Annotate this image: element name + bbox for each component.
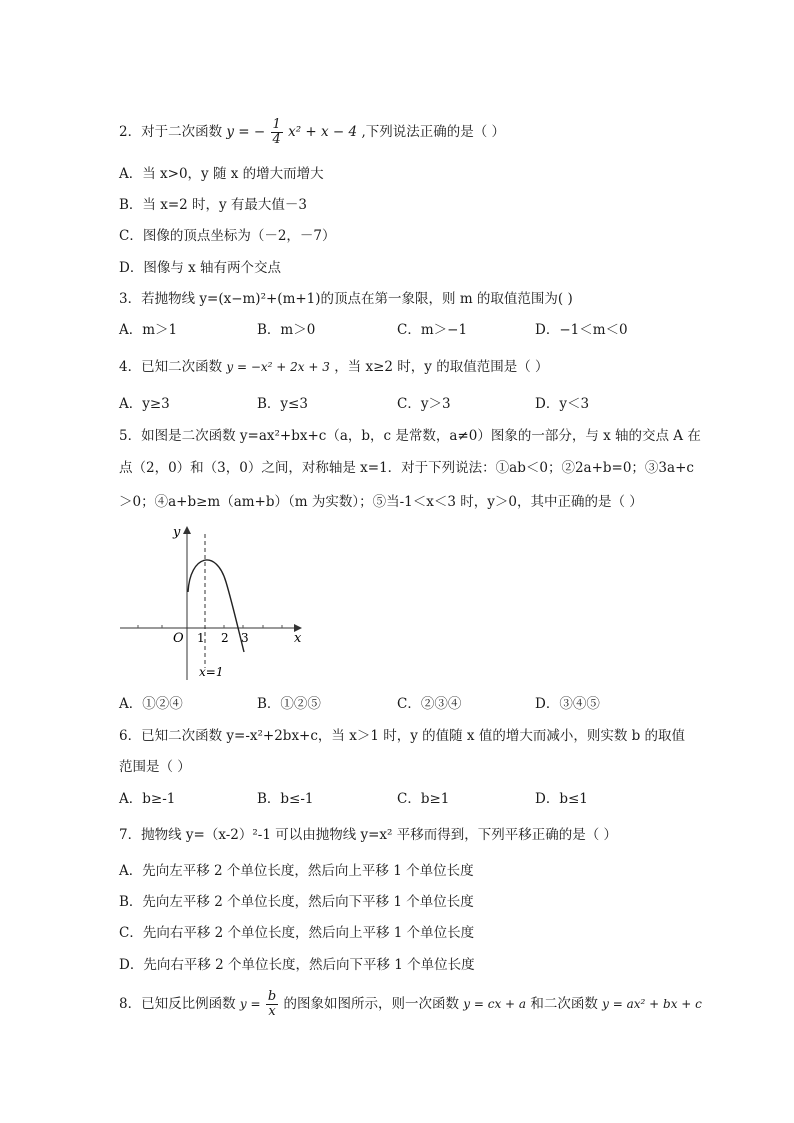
q8-prefix: 8．已知反比例函数 [119,996,236,1012]
q2-stem [119,118,505,147]
q5-parabola-graph [118,520,308,685]
q3-stem: 3．若抛物线 y=(x−m)²+(m+1)的顶点在第一象限，则 m 的取值范围为( ) [119,291,573,307]
q6-line1: 6．已知二次函数 y=-x²+2bx+c，当 x＞1 时，y 的值随 x 值的增大而减小，则实数 b 的取值 [119,728,686,744]
q2-frac-num: 1 [272,117,281,132]
q6-option-c: C．b≥1 [397,791,450,807]
y-axis-label: y [173,525,181,540]
q8-formula3: y = ax² + bx + c [602,997,702,1011]
q3-option-b: B．m＞0 [257,322,316,338]
q5-option-d: D．③④⑤ [535,696,600,712]
q2-option-d: D．图像与 x 轴有两个交点 [119,260,282,276]
q4-option-c: C．y＞3 [397,396,451,412]
q3-option-c: C．m＞−1 [397,322,468,338]
q4-prefix: 4．已知二次函数 [119,359,223,375]
q7-option-b: B．先向左平移 2 个单位长度，然后向下平移 1 个单位长度 [119,894,474,910]
q4-formula: y = −x² + 2x + 3 [226,360,330,374]
q8-formula-lhs: y = [239,997,261,1011]
q8-frac-den: x [268,1004,276,1019]
q2-formula-rhs: x² + x − 4 [288,124,358,140]
q2-option-c: C．图像的顶点坐标为（－2，－7） [119,228,336,244]
q5-option-b: B．①②⑤ [257,696,321,712]
q5-line2: 点（2，0）和（3，0）之间，对称轴是 x=1．对于下列说法：①ab＜0；②2a+b=0；③3a+c [119,460,694,476]
tick-label-2: 2 [221,631,229,645]
q5-option-c: C．②③④ [397,696,462,712]
q6-option-d: D．b≤1 [535,791,588,807]
q7-option-a: A．先向左平移 2 个单位长度，然后向上平移 1 个单位长度 [119,863,474,879]
q4-option-d: D．y＜3 [535,396,590,412]
q4-suffix: ，当 x≥2 时，y 的取值范围是（ ） [334,359,549,375]
q3-option-d: D．−1＜m＜0 [535,322,628,338]
q2-fraction [271,118,283,147]
q7-option-d: D．先向右平移 2 个单位长度，然后向下平移 1 个单位长度 [119,957,475,973]
q5-option-a: A．①②④ [119,696,183,712]
q7-option-c: C．先向右平移 2 个单位长度，然后向上平移 1 个单位长度 [119,925,475,941]
q2-option-a: A．当 x>0，y 随 x 的增大而增大 [119,166,324,182]
y-axis-arrow [183,526,191,534]
q2-option-b: B．当 x=2 时，y 有最大值－3 [119,197,308,213]
q4-option-a: A．y≥3 [119,396,170,412]
q2-suffix: ,下列说法正确的是（ ） [361,124,506,140]
q2-frac-den: 4 [272,132,281,147]
q4-option-b: B．y≤3 [257,396,308,412]
q8-stem [119,990,702,1019]
origin-label: O [173,631,184,646]
tick-label-3: 3 [241,631,249,645]
q5-line3: ＞0；④a+b≥m（am+b）（m 为实数）；⑤当-1＜x＜3 时，y＞0，其中正确的是（ ） [119,494,643,510]
q8-middle: 的图象如图所示，则一次函数 [283,996,459,1012]
q8-fraction [266,990,278,1019]
q4-stem [119,358,549,376]
q8-frac-num: b [267,989,277,1004]
q6-option-b: B．b≤-1 [257,791,314,807]
q6-option-a: A．b≥-1 [119,791,176,807]
x-axis-label: x [294,631,302,646]
tick-label-1: 1 [197,631,205,645]
q8-and: 和二次函数 [530,996,598,1012]
q2-prefix: 2．对于二次函数 [119,124,223,140]
q3-option-a: A．m＞1 [119,322,178,338]
q8-formula2: y = cx + a [463,997,527,1011]
axis-line-label: x=1 [199,665,224,679]
q5-line1: 5．如图是二次函数 y=ax²+bx+c（a，b，c 是常数，a≠0）图象的一部分，与 x 轴的交点 A 在 [119,428,701,444]
q7-stem: 7．抛物线 y=（x-2）²-1 可以由抛物线 y=x² 平移而得到，下列平移正确的是（ ） [119,827,618,843]
q2-formula-lhs: y = − [226,124,266,140]
q6-line2: 范围是（ ） [119,759,191,775]
